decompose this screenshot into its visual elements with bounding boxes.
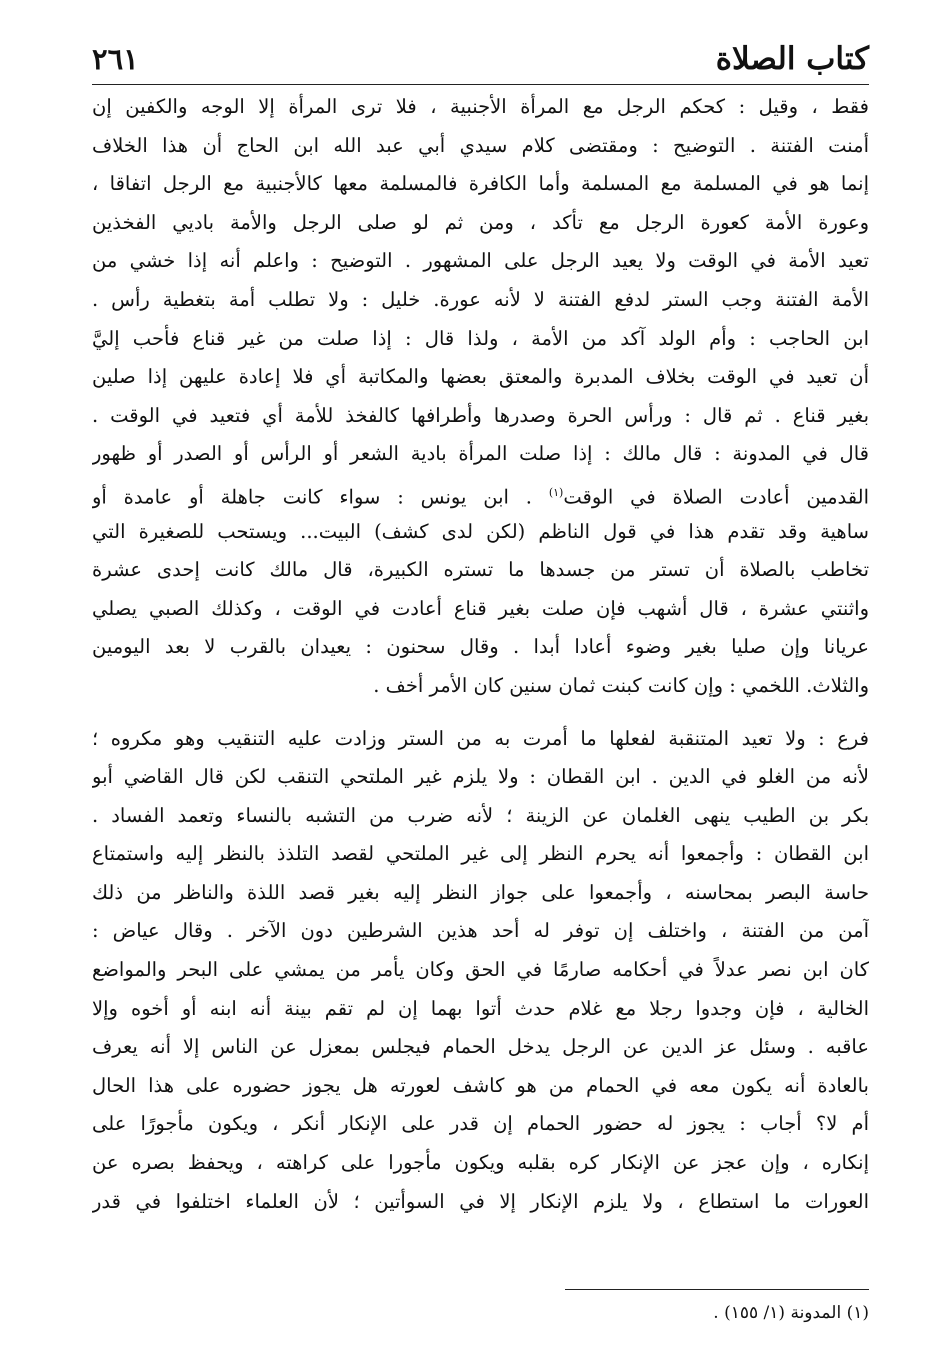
text-line: أم لا؟ أجاب : يجوز له حضور الحمام إن قدر على الإنكار أنكر ، ويكون مأجورًا على [92, 1112, 869, 1136]
chapter-title: كتاب الصلاة [715, 41, 869, 77]
text-line: بكر بن الطيب ينهى الغلمان عن الزينة ؛ لأنه ضرب من التشبه بالنساء وتعمد الفساد . [92, 803, 869, 827]
text-line: تخاطب بالصلاة أن تستر من جسدها ما تستره الكبيرة، قال مالك كانت إحدى عشرة [92, 558, 869, 582]
text-line: عريانا وإن صليا بغير وضوء أعادا أبدا . وقال سحنون : يعيدان بالقرب لا بعد اليومين [92, 635, 869, 659]
running-header [92, 34, 869, 84]
text-line: إنكاره ، وإن عجز عن الإنكار كره بقلبه ويكون مأجورا على كراهته ، ويحفظ بصره عن [92, 1151, 869, 1175]
text-line: العورات ما استطاع ، ولا يلزم الإنكار إلا في السوأتين ؛ لأن العلماء اختلفوا في قدر [92, 1189, 869, 1213]
footnote: (١) المدونة (١/ ١٥٥) . [713, 1303, 869, 1323]
text-line: فرع : ولا تعيد المتنقبة لفعلها ما أمرت به من الستر وزادت عليه التنقيب وهو مكروه ؛ [92, 726, 869, 750]
text-line: الخالية ، فإن وجدوا رجلا مع غلام حدث أتوا بهما إن لم تقم بينة أنه ابنه أو أخوه وإلا [92, 996, 869, 1020]
text-line: الأمة الفتنة وجب الستر لدفع الفتنة لا لأنه عورة. خليل : ولا تطلب أمة بتغطية رأس . [92, 287, 869, 311]
text-line-with-footnote [92, 474, 869, 513]
text-line: كان ابن نصر عدلاً في أحكامه صارمًا في الحق وكان يأمر من يمشي على البحر والمواضع [92, 958, 869, 982]
text-line: قال في المدونة : قال مالك : إذا صلت المرأة بادية الشعر أو الرأس أو الصدر أو ظهور [92, 442, 869, 466]
text-line: عاقبه . وسئل عز الدين عن الرجل يدخل الحمام فيجلس بمعزل عن الناس إلا أنه يعرف [92, 1035, 869, 1059]
text-line: والثلاث. اللخمي : وإن كانت كبنت ثمان سنين كان الأمر أخف . [373, 673, 869, 697]
line-part-2: . ابن يونس : سواء كانت جاهلة أو عامدة أو [92, 485, 549, 509]
text-line: ابن الحاجب : وأم الولد آكد من الأمة ، ولذا قال : إذا صلت من غير قناع فأحب إليَّ [92, 326, 869, 350]
text-line: ابن القطان : وأجمعوا أنه يحرم النظر إلى غير الملتحي لقصد التلذذ بالنظر إليه واستمتاع [92, 842, 869, 866]
text-line: وعورة الأمة كعورة الرجل مع تأكد ، ومن ثم لو صلى الرجل والأمة باديي الفخذين [92, 210, 869, 234]
paragraph-gap [92, 706, 869, 720]
footnote-rule [565, 1289, 869, 1290]
footnote-ref: (١) [548, 485, 564, 499]
text-line: واثنتي عشرة ، قال أشهب فإن صلت بغير قناع أعادت في الوقت ، وكذلك الصبي يصلي [92, 596, 869, 620]
text-line: بالعادة أنه يكون معه في الحمام من هو كاشف لعورته هل يجوز حضوره على هذا الحال [92, 1073, 869, 1097]
text-line: ساهية وقد تقدم هذا في قول الناظم (لكن لدى كشف) البيت... ويستحب للصغيرة التي [92, 519, 869, 543]
text-line: بغير قناع . ثم قال : ورأس الحرة وصدرها وأطرافها كالفخذ للأمة أي فتعيد في الوقت . [92, 403, 869, 427]
text-line: فقط ، وقيل : كحكم الرجل مع المرأة الأجنبية ، فلا ترى المرأة إلا الوجه والكفين إن [92, 95, 869, 118]
page-number: ٢٦١ [92, 42, 139, 76]
text-line: إنما هو في المسلمة مع المسلمة وأما الكافرة فالمسلمة معها كالأجنبية مع الرجل اتفاقا ، [92, 172, 869, 196]
main-text [92, 88, 869, 1221]
text-line: أن تعيد في الوقت بخلاف المدبرة والمعتق بعضها والمكاتبة أي فلا إعادة عليهن إذا صلين [92, 365, 869, 389]
line-part-1: القدمين أعادت الصلاة في الوقت [563, 485, 869, 509]
text-line: أمنت الفتنة . التوضيح : ومقتضى كلام سيدي أبي عبد الله ابن الحاج أن هذا الخلاف [92, 133, 869, 157]
text-line: آمن من الفتنة ، واختلف إن توفر له أحد هذين الشرطين دون الآخر . وقال عياض : [92, 919, 869, 943]
text-line: لأنه من الغلو في الدين . ابن القطان : ولا يلزم غير الملتحي التنقب لكن قال القاضي أبو [92, 765, 869, 789]
text-line: تعيد الأمة في الوقت ولا يعيد الرجل على المشهور . التوضيح : واعلم أنه إذا خشي من [92, 249, 869, 273]
text-line: حاسة البصر بمحاسنه ، وأجمعوا على جواز النظر إليه بغير قصد اللذة والناظر من ذلك [92, 880, 869, 904]
header-rule [92, 84, 869, 85]
